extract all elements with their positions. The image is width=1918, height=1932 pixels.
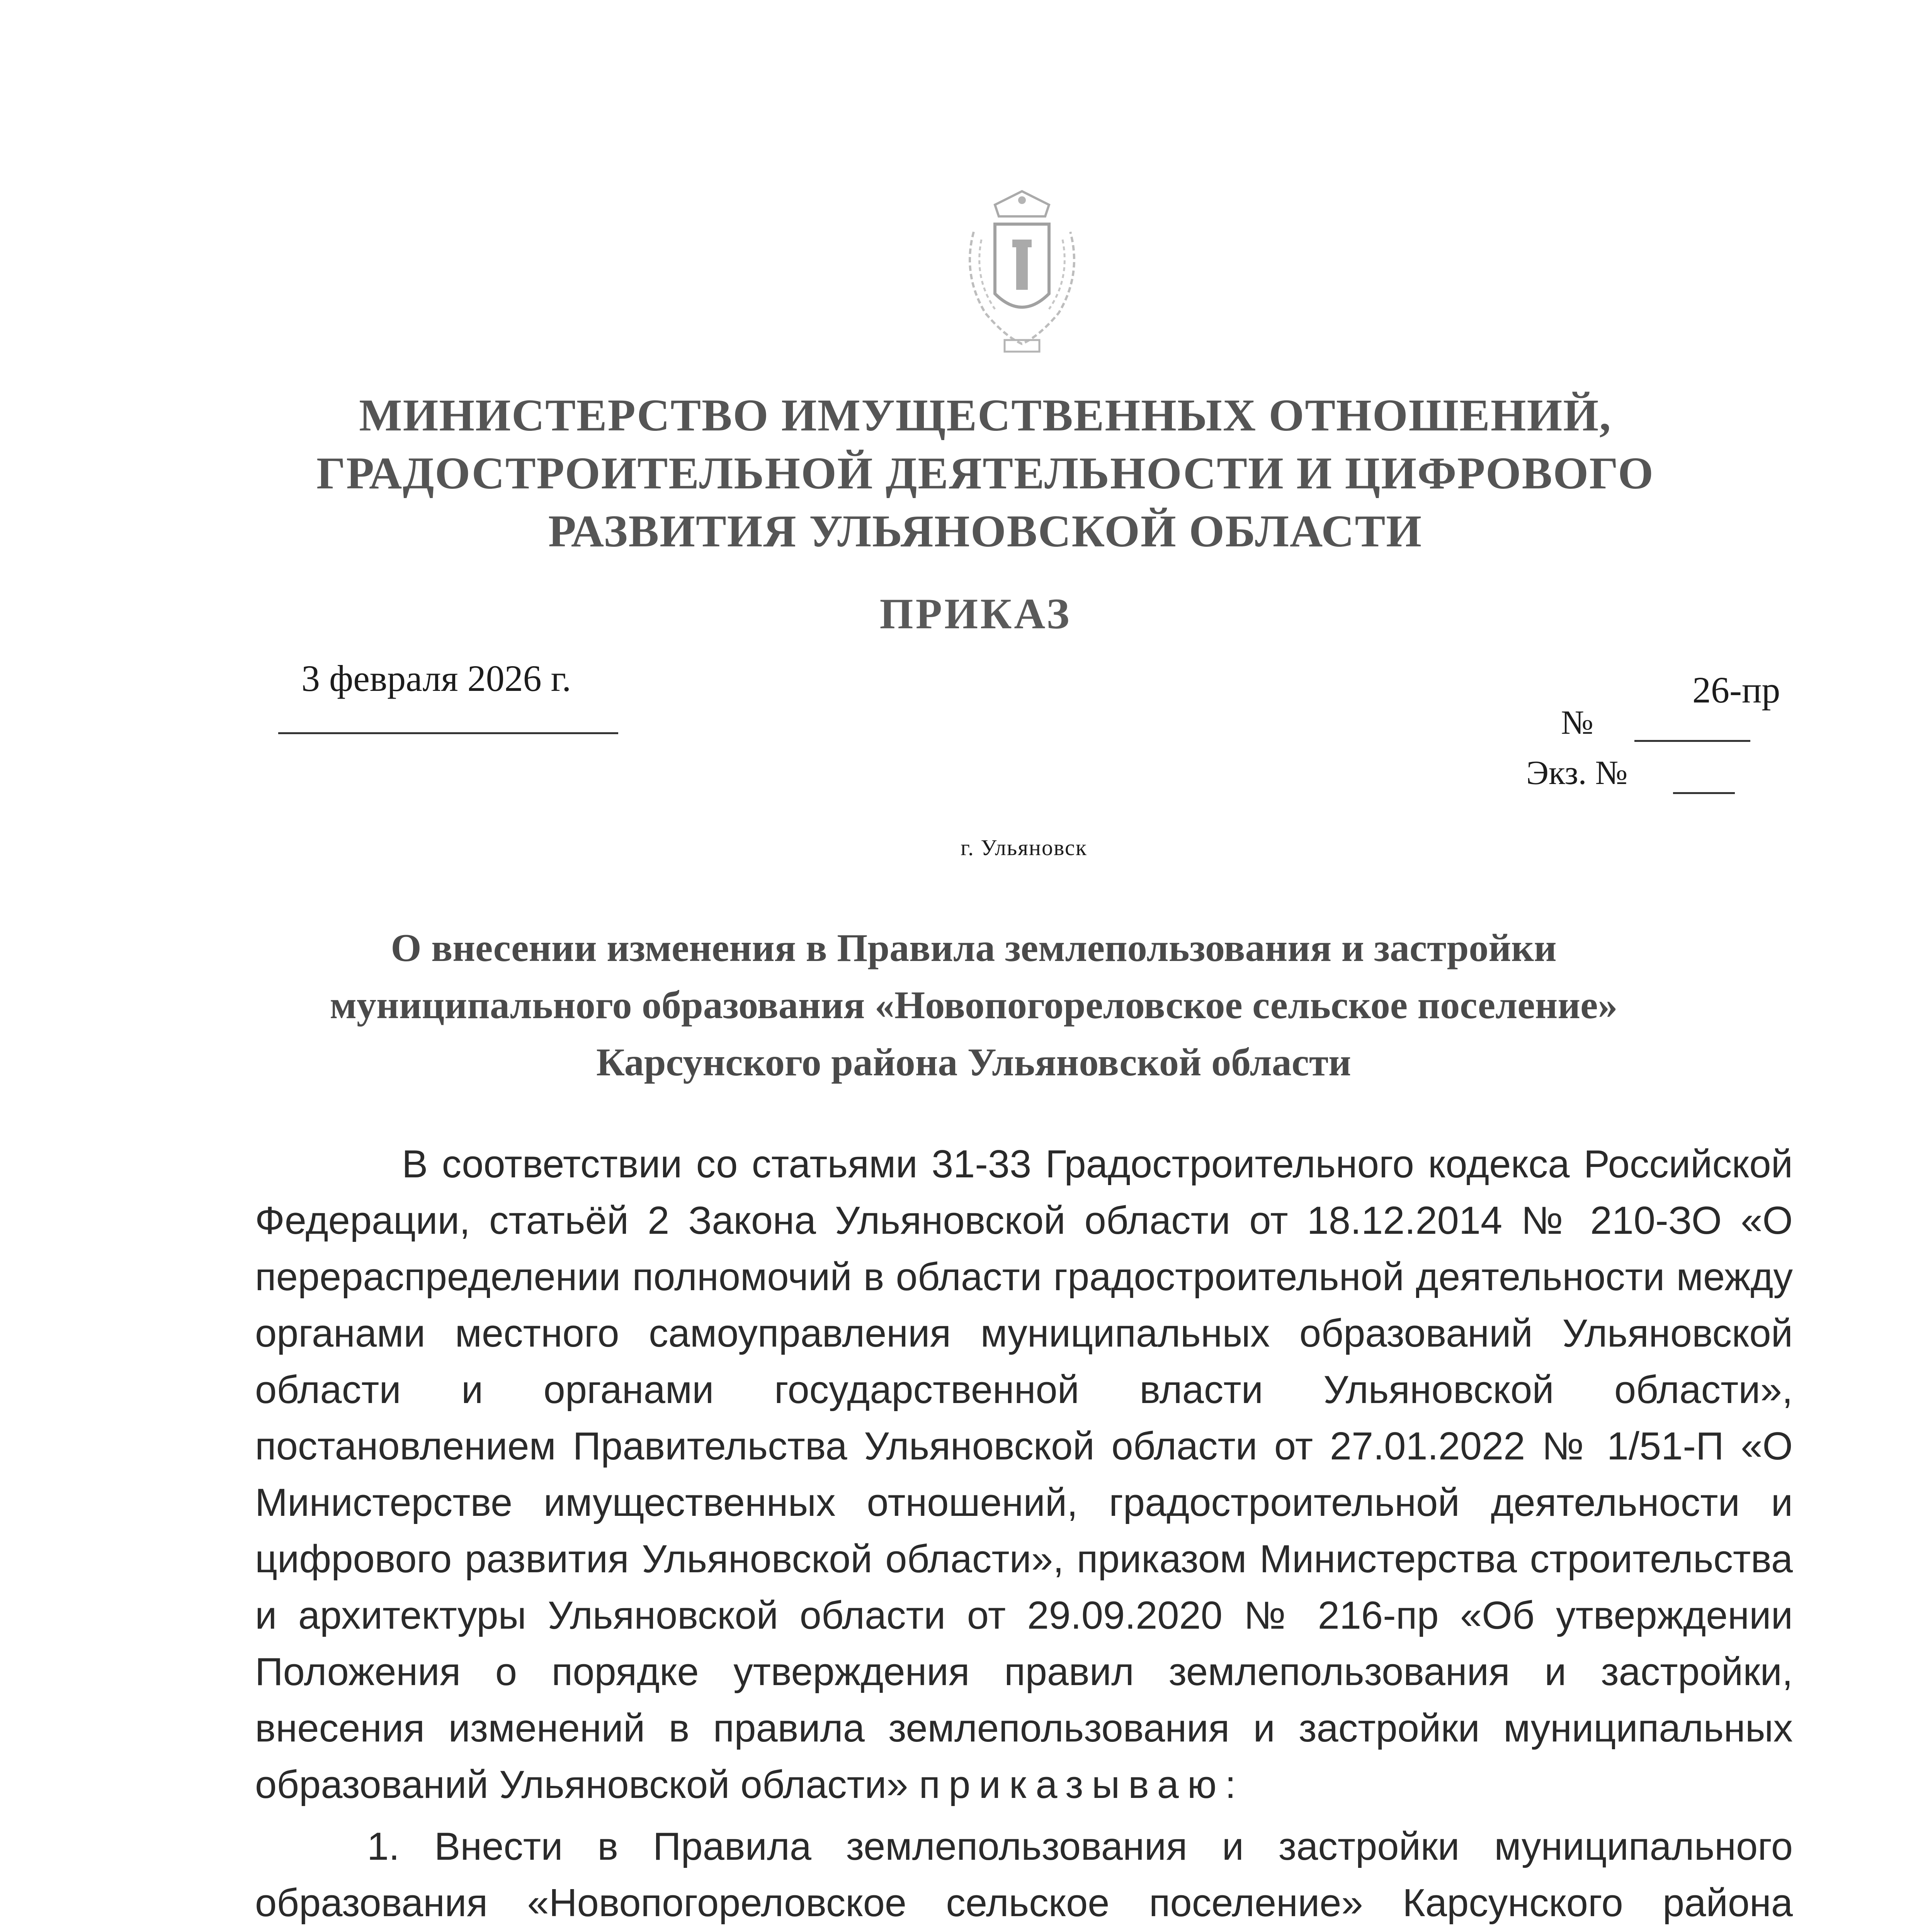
ministry-line: РАЗВИТИЯ УЛЬЯНОВСКОЙ ОБЛАСТИ xyxy=(548,506,1423,556)
preamble-verb: приказываю: xyxy=(919,1763,1245,1806)
document-type: ПРИКАЗ xyxy=(879,590,1072,638)
ministry-line: МИНИСТЕРСТВО ИМУЩЕСТВЕННЫХ ОТНОШЕНИЙ, xyxy=(359,390,1612,440)
order-item: 1. Внести в Правила землепользования и застройки муниципального образования «Новопогореловское сельское поселение» Карсунского района xyxy=(255,1825,1793,1925)
preamble-paragraph xyxy=(255,1136,1793,1813)
order-number-label: № xyxy=(1561,704,1593,742)
date-underline xyxy=(278,732,618,734)
copy-number-underline xyxy=(1673,792,1735,794)
order-date: 3 февраля 2026 г. xyxy=(301,658,571,699)
ministry-line: ГРАДОСТРОИТЕЛЬНОЙ ДЕЯТЕЛЬНОСТИ И ЦИФРОВОГО xyxy=(316,448,1654,498)
city: г. Ульяновск xyxy=(961,835,1087,860)
ministry-name xyxy=(270,386,1700,560)
title-line: муниципального образования «Новопогореловское сельское поселение» xyxy=(330,983,1618,1027)
coat-of-arms-icon xyxy=(958,189,1086,355)
number-underline xyxy=(1634,740,1750,742)
order-body xyxy=(255,1136,1793,1932)
title-line: О внесении изменения в Правила землепользования и застройки xyxy=(391,926,1557,970)
order-title xyxy=(240,920,1708,1091)
title-line: Карсунского района Ульяновской области xyxy=(596,1041,1351,1084)
order-number: 26-пр xyxy=(1692,669,1780,711)
preamble-text: В соответствии со статьями 31-33 Градостроительного кодекса Российской Федерации, статьёй 2 Закона Ульяновской области от 18.12.2014 № 210-ЗО «О перераспределении полномочий в области градостроительной деятельности между органами местного самоуправления муниципальных образований Ульяновской области и органами государственной власти Ульяновской области», постановлением Правительства Ульяновской области от 27.01.2022 № 1/51-П «О Министерстве имущественных отношений, градостроительной деятельности и цифрового развития Ульяновской области», приказом Министерства строительства и архитектуры Ульяновской области от 29.09.2020 № 216-пр «Об утверждении Положения о порядке утверждения правил землепользования и застройки, внесения изменений в правила землепользования и застройки муниципальных образований Ульяновской области» xyxy=(255,1143,1793,1806)
copy-number-label: Экз. № xyxy=(1526,754,1628,792)
